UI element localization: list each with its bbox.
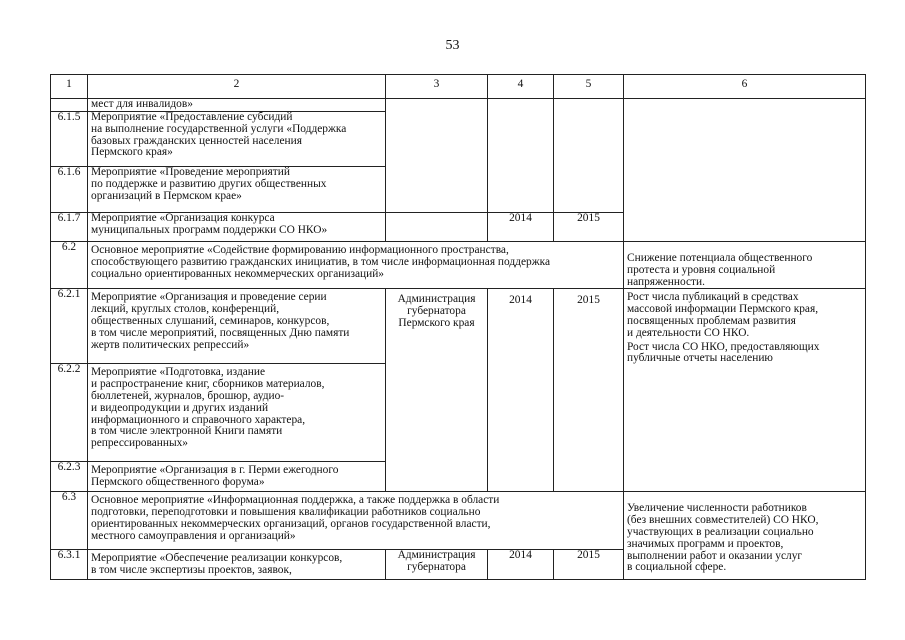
table-row [51,289,866,364]
result-text: Рост числа публикаций в средствах массовой информации Пермского края, посвященных проблемам развития и деятельности СО НКО. [627,291,819,339]
row-text: Мероприятие «Подготовка, издание и распространение книг, сборников материалов, бюллетеней, журналов, брошюр, аудио- и видеопродукции и других изданий информационного и справочного характера, в том числе электронной Книги памяти репрессированных» [88,364,386,462]
row-number: 6.1.7 [51,213,88,242]
result-text: Снижение потенциала общественного протеста и уровня социальной напряженности. [624,242,866,289]
row-text: Основное мероприятие «Информационная поддержка, а также поддержка в области подготовки, переподготовки и повышения квалификации работников социально ориентированных некоммерческих организаций, органов государственной власти, местного самоуправления и организаций» [88,492,624,550]
column-header: 4 [488,75,554,99]
row-number: 6.2.3 [51,462,88,492]
result-cell [624,99,866,242]
executor-cell [386,213,488,242]
table-row [51,492,866,550]
row-text: Мероприятие «Организация конкурса муниципальных программ поддержки СО НКО» [88,213,386,242]
row-text: Основное мероприятие «Содействие формированию информационного пространства, способствующего развитию гражданских инициатив, в том числе информационная поддержка социально ориентированных некоммерческих организаций» [88,242,624,289]
row-number: 6.1.5 [51,112,88,167]
row-number: 6.2.1 [51,289,88,364]
end-year: 2015 [554,289,624,492]
table-row [51,99,866,112]
column-header: 3 [386,75,488,99]
executor: Администрация губернатора [386,550,488,580]
column-header: 5 [554,75,624,99]
row-number: 6.3 [51,492,88,550]
row-text: Мероприятие «Организация в г. Перми ежегодного Пермского общественного форума» [88,462,386,492]
start-year-cell [488,99,554,213]
executor: Администрация губернатора Пермского края [386,289,488,492]
result-cell [624,289,866,492]
column-header: 6 [624,75,866,99]
row-number: 6.1.6 [51,167,88,213]
row-number: 6.2.2 [51,364,88,462]
row-text: Мероприятие «Организация и проведение серии лекций, круглых столов, конференций, общественных слушаний, семинаров, конкурсов, в том числе мероприятий, посвященных Дню памяти жертв политических репрессий» [88,289,386,364]
end-year: 2015 [554,550,624,580]
row-text: Мероприятие «Проведение мероприятий по поддержке и развитию других общественных организаций в Пермском крае» [88,167,386,213]
end-year: 2015 [554,213,624,242]
start-year: 2014 [488,289,554,492]
start-year: 2014 [488,550,554,580]
end-year-cell [554,99,624,213]
row-number: 6.3.1 [51,550,88,580]
table-header-row [51,75,866,99]
row-number: 6.2 [51,242,88,289]
row-text: Мероприятие «Предоставление субсидий на выполнение государственной услуги «Поддержка базовых гражданских ценностей населения Пермского края» [88,112,386,167]
page-number: 53 [445,38,460,53]
start-year: 2014 [488,213,554,242]
result-text: Рост числа СО НКО, предоставляющих публичные отчеты населению [627,340,820,365]
column-header: 1 [51,75,88,99]
executor-cell [386,99,488,213]
column-header: 2 [88,75,386,99]
plan-table [50,74,866,580]
row-number [51,99,88,112]
row-text: мест для инвалидов» [88,99,386,112]
table-row [51,242,866,289]
result-text: Увеличение численности работников (без внешних совместителей) СО НКО, участвующих в реализации социально значимых программ и проектов, выполнении работ и оказании услуг в социальной сфере. [624,492,866,580]
row-text: Мероприятие «Обеспечение реализации конкурсов, в том числе экспертизы проектов, заявок, [88,550,386,580]
